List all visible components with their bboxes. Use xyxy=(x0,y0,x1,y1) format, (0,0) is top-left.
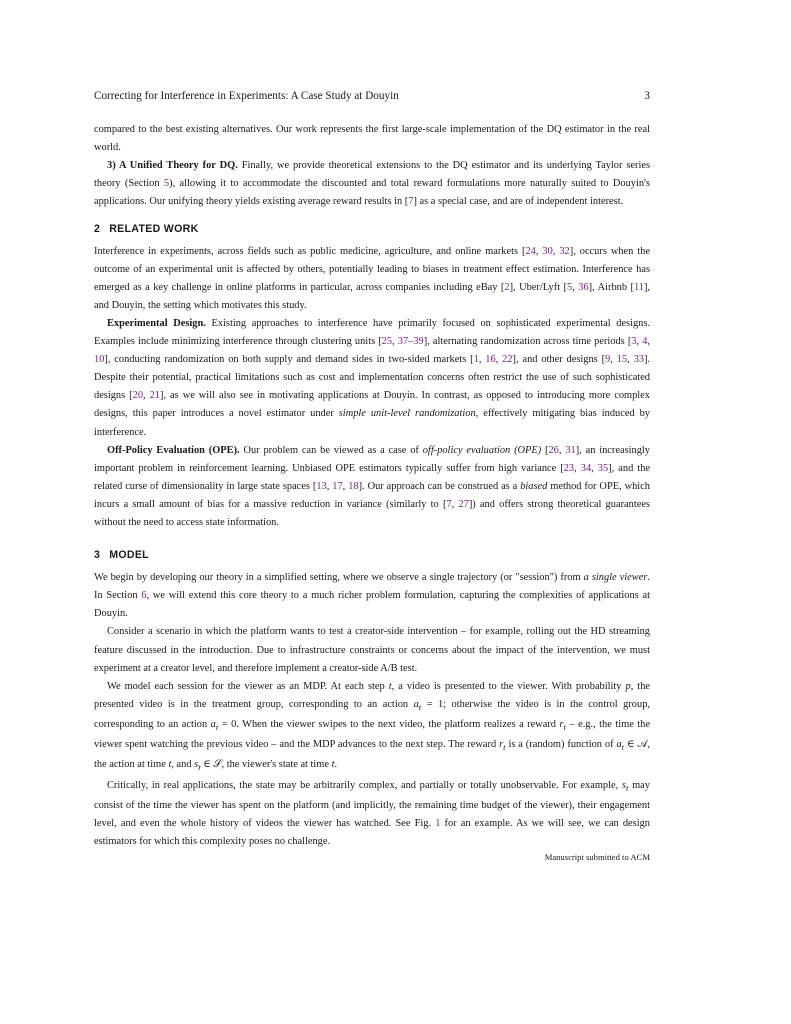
citation-link[interactable]: 20 xyxy=(132,390,144,402)
citation-link[interactable]: 5 xyxy=(567,281,573,293)
section-ref[interactable]: 5 xyxy=(163,178,170,190)
intro-paragraph-end: compared to the best existing alternatives. Our work represents the first large-scale implementation of the DQ estimator in the real world. xyxy=(94,124,650,154)
contribution-3-lead: 3) A Unified Theory for DQ. xyxy=(107,160,238,172)
citation-link[interactable]: 9 xyxy=(605,354,611,366)
section-ref[interactable]: 6 xyxy=(141,590,147,602)
citation-link[interactable]: 37–39 xyxy=(397,336,424,348)
citation-link[interactable]: 15 xyxy=(616,354,628,366)
section-heading-related-work: 2 RELATED WORK xyxy=(94,223,199,236)
citation-link[interactable]: 36 xyxy=(578,281,589,293)
citation-link[interactable]: 30 xyxy=(542,245,553,257)
model-paragraph-1: We begin by developing our theory in a simplified setting, where we observe a single trajectory (or "session") from a single viewer. In Section 6, we will extend this core theory to a much richer problem formulation, capturing the complexities of applications at Douyin. xyxy=(94,572,650,620)
citation-link[interactable]: 32 xyxy=(559,245,570,257)
ope-paragraph: Off-Policy Evaluation (OPE). Our problem can be viewed as a case of off-policy evaluation (OPE) [26, 31], an increasingly important problem in reinforcement learning. Unbiased OPE estimators typically suffer from high variance [23, 34, 35], and the related curse of dimensionality in large state spaces [13, 17, 18]. Our approach can be construed as a biased method for OPE, which incurs a small amount of bias for a massive reduction in variance (similarly to [7, 27]) and offers strong theoretical guarantees without the need to access state information. xyxy=(94,444,651,528)
citation-link[interactable]: 13 xyxy=(316,480,327,492)
citation-link[interactable]: 2 xyxy=(504,281,510,293)
page-number: 3 xyxy=(644,90,650,102)
experimental-design-paragraph: Experimental Design. Existing approaches to interference have primarily focused on sophisticated experimental designs. Examples include minimizing interference through clustering units [25, 37–39], alternating randomization across time periods [3, 4, 10], conducting randomization on both supply and demand sides in two-sided markets [1, 16, 22], and other designs [9, 15, 33]. Despite their potential, practical limitations such as cost and implementation concerns often restrict the use of such sophisticated designs [20, 21], as we will also see in motivating applications at Douyin. In contrast, as opposed to introducing more complex designs, this paper introduces a novel estimator under simple unit-level randomization, effectively mitigating bias induced by interference. xyxy=(94,317,651,438)
contribution-3-paragraph: 3) A Unified Theory for DQ. Finally, we provide theoretical extensions to the DQ estimator and its underlying Taylor series theory (Section 5), allowing it to accommodate the discounted and total reward formulations more naturally suited to Douyin's applications. Our unifying theory yields existing average reward results in [7] as a special case, and are of independent interest. xyxy=(94,160,650,208)
footer-note: Manuscript submitted to ACM xyxy=(544,852,650,862)
figure-ref[interactable]: 1 xyxy=(435,817,441,829)
citation-link[interactable]: 21 xyxy=(149,390,160,402)
citation-link[interactable]: 34 xyxy=(580,462,592,474)
citation-link[interactable]: 35 xyxy=(597,462,609,474)
citation-link[interactable]: 33 xyxy=(633,354,644,366)
ope-lead: Off-Policy Evaluation (OPE). xyxy=(107,444,240,456)
citation-link[interactable]: 10 xyxy=(94,354,105,366)
citation-link[interactable]: 3 xyxy=(631,336,637,348)
citation-link[interactable]: 31 xyxy=(565,444,576,456)
citation-link[interactable]: 7 xyxy=(446,498,452,510)
model-paragraph-2: Consider a scenario in which the platform wants to test a creator-side intervention – for example, rolling out the HD streaming feature discussed in the introduction. Due to infrastructure constraints or concerns about the impact of the intervention, we must experiment at a creator level, and therefore implement a creator-side A/B test. xyxy=(94,626,650,674)
citation-link[interactable]: 26 xyxy=(548,444,559,456)
citation-link[interactable]: 1 xyxy=(473,354,479,366)
citation-link[interactable]: 23 xyxy=(563,462,575,474)
citation-link[interactable]: 24 xyxy=(525,245,536,257)
citation-link[interactable]: 18 xyxy=(348,480,359,492)
experimental-design-lead: Experimental Design. xyxy=(107,317,206,329)
citation-link[interactable]: 22 xyxy=(502,354,513,366)
running-title: Correcting for Interference in Experiments: A Case Study at Douyin xyxy=(94,90,399,102)
citation-link[interactable]: 27 xyxy=(458,498,469,510)
model-paragraph-3: We model each session for the viewer as an MDP. At each step t, a video is presented to the viewer. With probability p, the presented video is in the treatment group, corresponding to an action $a_t = 1$; otherwise the video is in the control group, corresponding to an action $a_t = 0$. When the viewer swipes to the next video, the platform realizes a reward $r_t - e.g$., the time the viewer spent watching the previous video – and the MDP advances to the next step. The reward $r_t$ is a (random) function of $a_t$ ∈ 𝒜, the action at time t, and $s_t$ ∈ 𝒮, the viewer's state at time t. xyxy=(94,680,650,773)
citation-link[interactable]: 7 xyxy=(408,196,414,208)
citation-link[interactable]: 16 xyxy=(485,354,496,366)
page-body xyxy=(94,121,650,851)
model-paragraph-4: Critically, in real applications, the state may be arbitrarily complex, and partially or totally unobservable. For example, $s_t$ may consist of the time the viewer has spent on the platform (and implicitly, the remaining time budget of the viewer), their engagement level, and even the whole history of videos the viewer has watched. See Fig. 1 for an example. As we will see, we can design estimators for which this complexity poses no challenge. xyxy=(94,779,650,847)
citation-link[interactable]: 25 xyxy=(381,336,393,348)
citation-link[interactable]: 11 xyxy=(633,281,644,293)
citation-link[interactable]: 4 xyxy=(642,336,648,348)
citation-link[interactable]: 17 xyxy=(332,480,343,492)
related-work-paragraph-1: Interference in experiments, across fields such as public medicine, agriculture, and online markets [24, 30, 32], occurs when the outcome of an experimental unit is affected by others, potentially leading to biases in treatment effect estimation. Interference has emerged as a key challenge in online platforms in particular, across companies including eBay [2], Uber/Lyft [5, 36], Airbnb [11], and Douyin, the setting which motivates this study. xyxy=(94,245,651,311)
section-heading-model: 3 MODEL xyxy=(94,549,149,562)
